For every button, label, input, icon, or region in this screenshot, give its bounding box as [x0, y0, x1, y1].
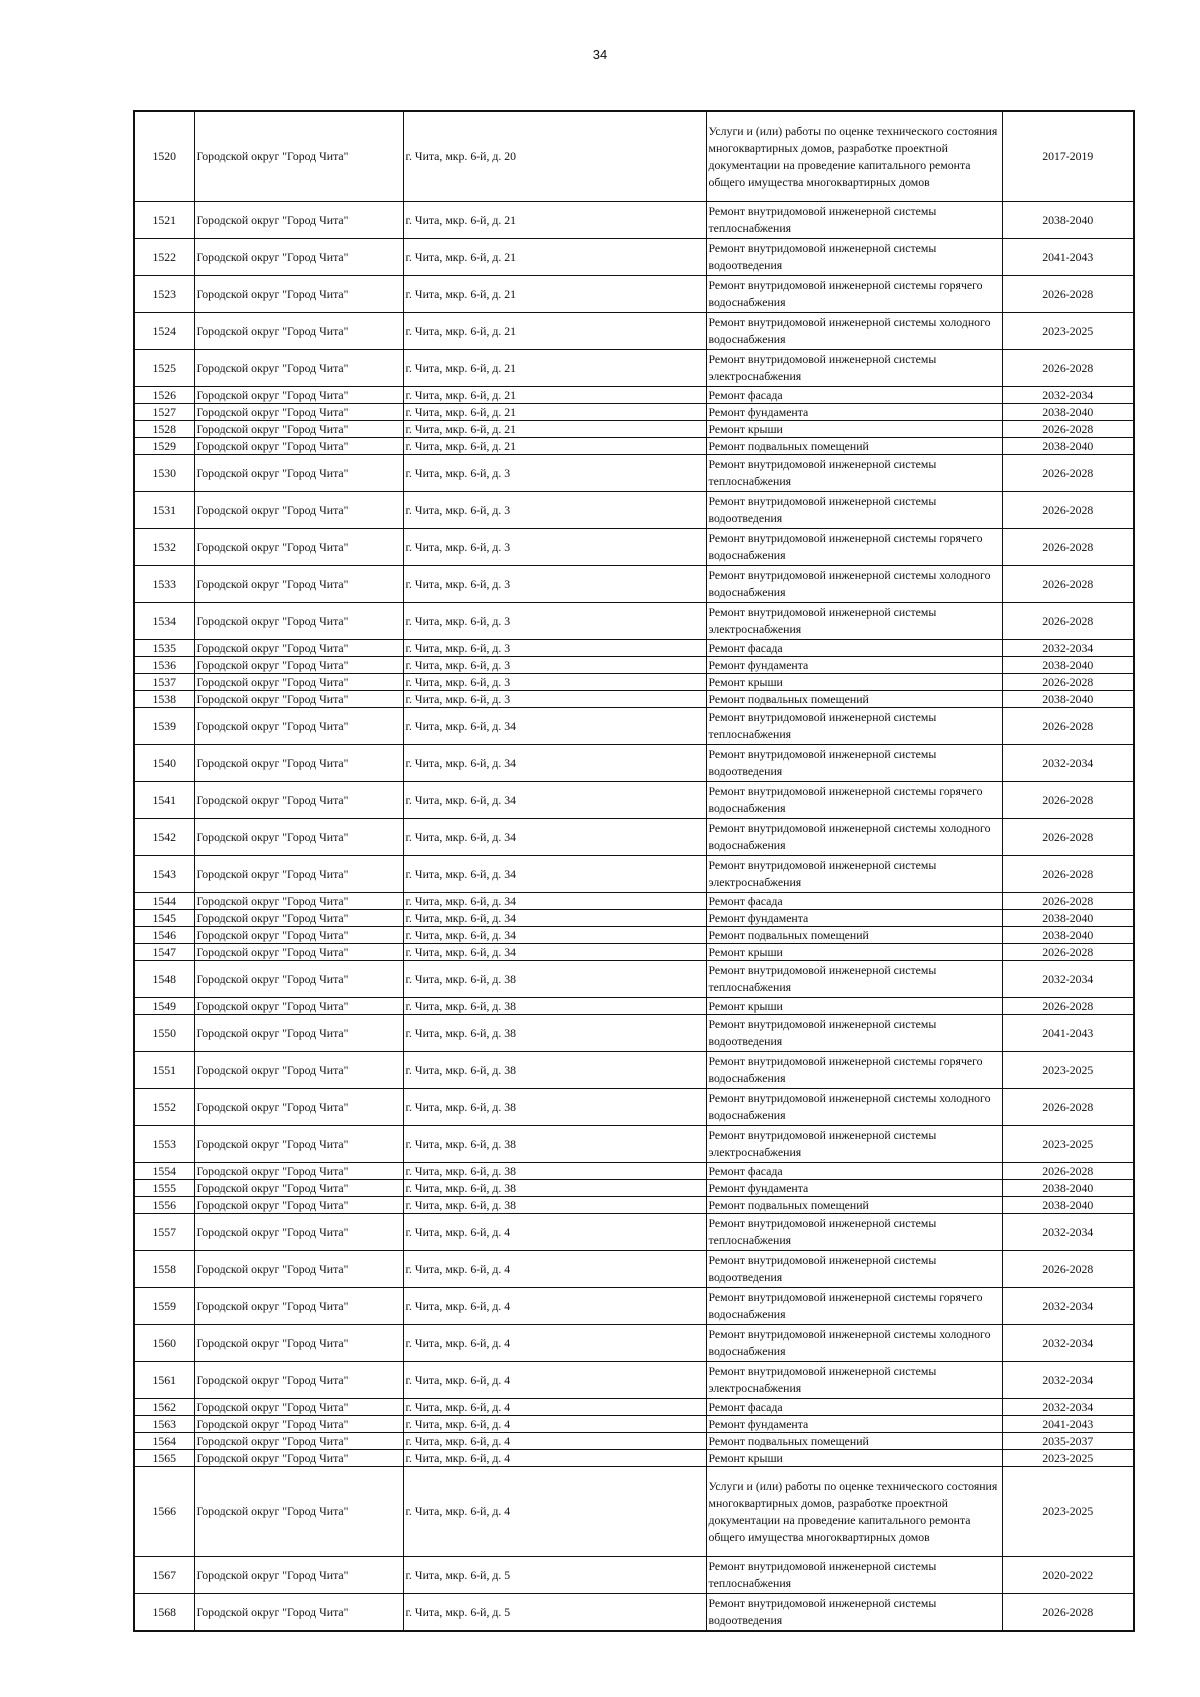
period-cell: 2026-2028 — [1002, 1594, 1134, 1632]
address-cell: г. Чита, мкр. 6-й, д. 21 — [403, 387, 706, 404]
period-cell: 2023-2025 — [1002, 1126, 1134, 1163]
address-cell: г. Чита, мкр. 6-й, д. 21 — [403, 421, 706, 438]
period-cell: 2038-2040 — [1002, 202, 1134, 239]
municipality-cell: Городской округ "Город Чита" — [194, 1325, 403, 1362]
municipality-cell: Городской округ "Город Чита" — [194, 566, 403, 603]
row-number: 1546 — [134, 927, 194, 944]
period-cell: 2026-2028 — [1002, 1251, 1134, 1288]
row-number: 1562 — [134, 1399, 194, 1416]
work-type-cell: Ремонт фундамента — [706, 1180, 1002, 1197]
work-type-cell: Ремонт фундамента — [706, 657, 1002, 674]
work-type-cell: Ремонт внутридомовой инженерной системы водоотведения — [706, 745, 1002, 782]
address-cell: г. Чита, мкр. 6-й, д. 34 — [403, 745, 706, 782]
municipality-cell: Городской округ "Город Чита" — [194, 387, 403, 404]
work-type-cell: Услуги и (или) работы по оценке технического состояния многоквартирных домов, разработке проектной документации на проведение капитального ремонта общего имущества многоквартирных домов — [706, 111, 1002, 202]
period-cell: 2026-2028 — [1002, 529, 1134, 566]
table-row — [134, 529, 1134, 566]
municipality-cell: Городской округ "Город Чита" — [194, 1399, 403, 1416]
table-row — [134, 745, 1134, 782]
address-cell: г. Чита, мкр. 6-й, д. 5 — [403, 1594, 706, 1632]
municipality-cell: Городской округ "Город Чита" — [194, 529, 403, 566]
address-cell: г. Чита, мкр. 6-й, д. 3 — [403, 674, 706, 691]
table-row — [134, 961, 1134, 998]
address-cell: г. Чита, мкр. 6-й, д. 38 — [403, 1052, 706, 1089]
municipality-cell: Городской округ "Город Чита" — [194, 640, 403, 657]
municipality-cell: Городской округ "Город Чита" — [194, 745, 403, 782]
address-cell: г. Чита, мкр. 6-й, д. 38 — [403, 1180, 706, 1197]
row-number: 1543 — [134, 856, 194, 893]
row-number: 1529 — [134, 438, 194, 455]
row-number: 1544 — [134, 893, 194, 910]
period-cell: 2032-2034 — [1002, 1362, 1134, 1399]
row-number: 1559 — [134, 1288, 194, 1325]
municipality-cell: Городской округ "Город Чита" — [194, 202, 403, 239]
period-cell: 2026-2028 — [1002, 998, 1134, 1015]
address-cell: г. Чита, мкр. 6-й, д. 21 — [403, 276, 706, 313]
address-cell: г. Чита, мкр. 6-й, д. 4 — [403, 1251, 706, 1288]
row-number: 1523 — [134, 276, 194, 313]
period-cell: 2026-2028 — [1002, 350, 1134, 387]
municipality-cell: Городской округ "Город Чита" — [194, 691, 403, 708]
municipality-cell: Городской округ "Город Чита" — [194, 1180, 403, 1197]
work-type-cell: Ремонт внутридомовой инженерной системы горячего водоснабжения — [706, 276, 1002, 313]
table-row — [134, 944, 1134, 961]
municipality-cell: Городской округ "Город Чита" — [194, 421, 403, 438]
address-cell: г. Чита, мкр. 6-й, д. 3 — [403, 640, 706, 657]
work-type-cell: Ремонт подвальных помещений — [706, 1197, 1002, 1214]
period-cell: 2041-2043 — [1002, 1416, 1134, 1433]
municipality-cell: Городской округ "Город Чита" — [194, 944, 403, 961]
municipality-cell: Городской округ "Город Чита" — [194, 1015, 403, 1052]
period-cell: 2026-2028 — [1002, 1163, 1134, 1180]
table-row — [134, 492, 1134, 529]
period-cell: 2032-2034 — [1002, 1214, 1134, 1251]
table-row — [134, 455, 1134, 492]
page-number: 34 — [592, 47, 608, 62]
table-row — [134, 404, 1134, 421]
work-type-cell: Ремонт фасада — [706, 1399, 1002, 1416]
address-cell: г. Чита, мкр. 6-й, д. 38 — [403, 1163, 706, 1180]
work-type-cell: Ремонт фундамента — [706, 910, 1002, 927]
period-cell: 2038-2040 — [1002, 1197, 1134, 1214]
work-type-cell: Услуги и (или) работы по оценке технического состояния многоквартирных домов, разработке проектной документации на проведение капитального ремонта общего имущества многоквартирных домов — [706, 1467, 1002, 1557]
address-cell: г. Чита, мкр. 6-й, д. 38 — [403, 961, 706, 998]
municipality-cell: Городской округ "Город Чита" — [194, 1251, 403, 1288]
period-cell: 2041-2043 — [1002, 239, 1134, 276]
period-cell: 2038-2040 — [1002, 910, 1134, 927]
table-row — [134, 1557, 1134, 1594]
municipality-cell: Городской округ "Город Чита" — [194, 1416, 403, 1433]
period-cell: 2026-2028 — [1002, 276, 1134, 313]
row-number: 1534 — [134, 603, 194, 640]
municipality-cell: Городской округ "Город Чита" — [194, 276, 403, 313]
period-cell: 2038-2040 — [1002, 657, 1134, 674]
row-number: 1553 — [134, 1126, 194, 1163]
table-row — [134, 438, 1134, 455]
period-cell: 2032-2034 — [1002, 1325, 1134, 1362]
municipality-cell: Городской округ "Город Чита" — [194, 350, 403, 387]
period-cell: 2023-2025 — [1002, 1450, 1134, 1467]
row-number: 1548 — [134, 961, 194, 998]
table-row — [134, 927, 1134, 944]
row-number: 1535 — [134, 640, 194, 657]
work-type-cell: Ремонт крыши — [706, 421, 1002, 438]
row-number: 1547 — [134, 944, 194, 961]
row-number: 1533 — [134, 566, 194, 603]
work-type-cell: Ремонт внутридомовой инженерной системы водоотведения — [706, 492, 1002, 529]
municipality-cell: Городской округ "Город Чита" — [194, 1362, 403, 1399]
work-type-cell: Ремонт фундамента — [706, 404, 1002, 421]
address-cell: г. Чита, мкр. 6-й, д. 21 — [403, 404, 706, 421]
municipality-cell: Городской округ "Город Чита" — [194, 708, 403, 745]
address-cell: г. Чита, мкр. 6-й, д. 34 — [403, 708, 706, 745]
period-cell: 2026-2028 — [1002, 782, 1134, 819]
row-number: 1522 — [134, 239, 194, 276]
work-type-cell: Ремонт внутридомовой инженерной системы холодного водоснабжения — [706, 1325, 1002, 1362]
municipality-cell: Городской округ "Город Чита" — [194, 1557, 403, 1594]
municipality-cell: Городской округ "Город Чита" — [194, 782, 403, 819]
address-cell: г. Чита, мкр. 6-й, д. 38 — [403, 1015, 706, 1052]
table-row — [134, 1251, 1134, 1288]
row-number: 1525 — [134, 350, 194, 387]
period-cell: 2035-2037 — [1002, 1433, 1134, 1450]
period-cell: 2038-2040 — [1002, 1180, 1134, 1197]
work-type-cell: Ремонт внутридомовой инженерной системы холодного водоснабжения — [706, 566, 1002, 603]
municipality-cell: Городской округ "Город Чита" — [194, 1126, 403, 1163]
period-cell: 2023-2025 — [1002, 313, 1134, 350]
period-cell: 2026-2028 — [1002, 1089, 1134, 1126]
municipality-cell: Городской округ "Город Чита" — [194, 819, 403, 856]
work-type-cell: Ремонт внутридомовой инженерной системы водоотведения — [706, 1015, 1002, 1052]
work-type-cell: Ремонт внутридомовой инженерной системы водоотведения — [706, 239, 1002, 276]
address-cell: г. Чита, мкр. 6-й, д. 21 — [403, 239, 706, 276]
work-type-cell: Ремонт внутридомовой инженерной системы электроснабжения — [706, 856, 1002, 893]
municipality-cell: Городской округ "Город Чита" — [194, 910, 403, 927]
row-number: 1520 — [134, 111, 194, 202]
period-cell: 2032-2034 — [1002, 1288, 1134, 1325]
municipality-cell: Городской округ "Город Чита" — [194, 998, 403, 1015]
table-row — [134, 640, 1134, 657]
work-type-cell: Ремонт подвальных помещений — [706, 438, 1002, 455]
row-number: 1528 — [134, 421, 194, 438]
period-cell: 2026-2028 — [1002, 421, 1134, 438]
table-row — [134, 782, 1134, 819]
work-type-cell: Ремонт внутридомовой инженерной системы теплоснабжения — [706, 202, 1002, 239]
period-cell: 2026-2028 — [1002, 674, 1134, 691]
municipality-cell: Городской округ "Город Чита" — [194, 961, 403, 998]
period-cell: 2026-2028 — [1002, 566, 1134, 603]
work-type-cell: Ремонт внутридомовой инженерной системы холодного водоснабжения — [706, 313, 1002, 350]
table-row — [134, 1052, 1134, 1089]
address-cell: г. Чита, мкр. 6-й, д. 4 — [403, 1416, 706, 1433]
table-row — [134, 819, 1134, 856]
period-cell: 2032-2034 — [1002, 640, 1134, 657]
row-number: 1558 — [134, 1251, 194, 1288]
period-cell: 2032-2034 — [1002, 387, 1134, 404]
address-cell: г. Чита, мкр. 6-й, д. 21 — [403, 350, 706, 387]
table-row — [134, 1433, 1134, 1450]
address-cell: г. Чита, мкр. 6-й, д. 34 — [403, 944, 706, 961]
table-row — [134, 1288, 1134, 1325]
row-number: 1549 — [134, 998, 194, 1015]
table-row — [134, 893, 1134, 910]
table-row — [134, 1163, 1134, 1180]
row-number: 1568 — [134, 1594, 194, 1632]
table-row — [134, 1197, 1134, 1214]
row-number: 1524 — [134, 313, 194, 350]
municipality-cell: Городской округ "Город Чита" — [194, 1214, 403, 1251]
table-row — [134, 350, 1134, 387]
address-cell: г. Чита, мкр. 6-й, д. 38 — [403, 1089, 706, 1126]
municipality-cell: Городской округ "Город Чита" — [194, 1450, 403, 1467]
row-number: 1555 — [134, 1180, 194, 1197]
table-row — [134, 387, 1134, 404]
work-type-cell: Ремонт фасада — [706, 893, 1002, 910]
address-cell: г. Чита, мкр. 6-й, д. 38 — [403, 1197, 706, 1214]
period-cell: 2038-2040 — [1002, 404, 1134, 421]
work-type-cell: Ремонт внутридомовой инженерной системы электроснабжения — [706, 350, 1002, 387]
work-type-cell: Ремонт внутридомовой инженерной системы теплоснабжения — [706, 1557, 1002, 1594]
address-cell: г. Чита, мкр. 6-й, д. 3 — [403, 492, 706, 529]
address-cell: г. Чита, мкр. 6-й, д. 34 — [403, 910, 706, 927]
period-cell: 2026-2028 — [1002, 708, 1134, 745]
row-number: 1567 — [134, 1557, 194, 1594]
municipality-cell: Городской округ "Город Чита" — [194, 1594, 403, 1632]
address-cell: г. Чита, мкр. 6-й, д. 34 — [403, 856, 706, 893]
municipality-cell: Городской округ "Город Чита" — [194, 404, 403, 421]
municipality-cell: Городской округ "Город Чита" — [194, 1197, 403, 1214]
municipality-cell: Городской округ "Город Чита" — [194, 438, 403, 455]
row-number: 1561 — [134, 1362, 194, 1399]
table-row — [134, 708, 1134, 745]
period-cell: 2032-2034 — [1002, 745, 1134, 782]
municipality-cell: Городской округ "Город Чита" — [194, 893, 403, 910]
table-row — [134, 111, 1134, 202]
work-type-cell: Ремонт фасада — [706, 387, 1002, 404]
row-number: 1541 — [134, 782, 194, 819]
address-cell: г. Чита, мкр. 6-й, д. 3 — [403, 691, 706, 708]
municipality-cell: Городской округ "Город Чита" — [194, 1163, 403, 1180]
period-cell: 2026-2028 — [1002, 944, 1134, 961]
address-cell: г. Чита, мкр. 6-й, д. 5 — [403, 1557, 706, 1594]
table-row — [134, 421, 1134, 438]
address-cell: г. Чита, мкр. 6-й, д. 20 — [403, 111, 706, 202]
period-cell: 2026-2028 — [1002, 455, 1134, 492]
municipality-cell: Городской округ "Город Чита" — [194, 492, 403, 529]
work-type-cell: Ремонт фасада — [706, 1163, 1002, 1180]
row-number: 1564 — [134, 1433, 194, 1450]
period-cell: 2032-2034 — [1002, 961, 1134, 998]
row-number: 1537 — [134, 674, 194, 691]
address-cell: г. Чита, мкр. 6-й, д. 4 — [403, 1325, 706, 1362]
table-row — [134, 674, 1134, 691]
row-number: 1563 — [134, 1416, 194, 1433]
table-row — [134, 313, 1134, 350]
work-type-cell: Ремонт внутридомовой инженерной системы теплоснабжения — [706, 708, 1002, 745]
municipality-cell: Городской округ "Город Чита" — [194, 111, 403, 202]
address-cell: г. Чита, мкр. 6-й, д. 3 — [403, 529, 706, 566]
table-row — [134, 910, 1134, 927]
municipality-cell: Городской округ "Город Чита" — [194, 239, 403, 276]
period-cell: 2026-2028 — [1002, 893, 1134, 910]
row-number: 1526 — [134, 387, 194, 404]
work-type-cell: Ремонт внутридомовой инженерной системы водоотведения — [706, 1594, 1002, 1632]
row-number: 1536 — [134, 657, 194, 674]
row-number: 1539 — [134, 708, 194, 745]
address-cell: г. Чита, мкр. 6-й, д. 4 — [403, 1214, 706, 1251]
address-cell: г. Чита, мкр. 6-й, д. 4 — [403, 1399, 706, 1416]
municipality-cell: Городской округ "Город Чита" — [194, 1288, 403, 1325]
period-cell: 2023-2025 — [1002, 1052, 1134, 1089]
period-cell: 2041-2043 — [1002, 1015, 1134, 1052]
period-cell: 2038-2040 — [1002, 438, 1134, 455]
period-cell: 2026-2028 — [1002, 819, 1134, 856]
municipality-cell: Городской округ "Город Чита" — [194, 313, 403, 350]
table-row — [134, 998, 1134, 1015]
work-type-cell: Ремонт внутридомовой инженерной системы электроснабжения — [706, 603, 1002, 640]
period-cell: 2032-2034 — [1002, 1399, 1134, 1416]
row-number: 1565 — [134, 1450, 194, 1467]
table-row — [134, 566, 1134, 603]
period-cell: 2026-2028 — [1002, 492, 1134, 529]
work-type-cell: Ремонт внутридомовой инженерной системы теплоснабжения — [706, 455, 1002, 492]
row-number: 1551 — [134, 1052, 194, 1089]
municipality-cell: Городской округ "Город Чита" — [194, 1089, 403, 1126]
address-cell: г. Чита, мкр. 6-й, д. 34 — [403, 893, 706, 910]
work-type-cell: Ремонт внутридомовой инженерной системы холодного водоснабжения — [706, 819, 1002, 856]
municipality-cell: Городской округ "Город Чита" — [194, 674, 403, 691]
row-number: 1532 — [134, 529, 194, 566]
work-type-cell: Ремонт фундамента — [706, 1416, 1002, 1433]
address-cell: г. Чита, мкр. 6-й, д. 3 — [403, 566, 706, 603]
period-cell: 2020-2022 — [1002, 1557, 1134, 1594]
period-cell: 2023-2025 — [1002, 1467, 1134, 1557]
row-number: 1530 — [134, 455, 194, 492]
table-row — [134, 239, 1134, 276]
address-cell: г. Чита, мкр. 6-й, д. 34 — [403, 927, 706, 944]
municipality-cell: Городской округ "Город Чита" — [194, 1467, 403, 1557]
work-type-cell: Ремонт подвальных помещений — [706, 1433, 1002, 1450]
table-row — [134, 1467, 1134, 1557]
municipality-cell: Городской округ "Город Чита" — [194, 1433, 403, 1450]
municipality-cell: Городской округ "Город Чита" — [194, 657, 403, 674]
address-cell: г. Чита, мкр. 6-й, д. 34 — [403, 819, 706, 856]
table-row — [134, 1450, 1134, 1467]
row-number: 1556 — [134, 1197, 194, 1214]
municipality-cell: Городской округ "Город Чита" — [194, 927, 403, 944]
municipality-cell: Городской округ "Город Чита" — [194, 603, 403, 640]
address-cell: г. Чита, мкр. 6-й, д. 4 — [403, 1288, 706, 1325]
work-type-cell: Ремонт внутридомовой инженерной системы холодного водоснабжения — [706, 1089, 1002, 1126]
municipality-cell: Городской округ "Город Чита" — [194, 1052, 403, 1089]
table-row — [134, 657, 1134, 674]
address-cell: г. Чита, мкр. 6-й, д. 38 — [403, 1126, 706, 1163]
address-cell: г. Чита, мкр. 6-й, д. 3 — [403, 455, 706, 492]
row-number: 1545 — [134, 910, 194, 927]
table-row — [134, 1325, 1134, 1362]
work-type-cell: Ремонт подвальных помещений — [706, 927, 1002, 944]
municipality-cell: Городской округ "Город Чита" — [194, 856, 403, 893]
row-number: 1538 — [134, 691, 194, 708]
work-type-cell: Ремонт внутридомовой инженерной системы горячего водоснабжения — [706, 782, 1002, 819]
row-number: 1531 — [134, 492, 194, 529]
table-row — [134, 1214, 1134, 1251]
work-type-cell: Ремонт крыши — [706, 674, 1002, 691]
address-cell: г. Чита, мкр. 6-й, д. 4 — [403, 1467, 706, 1557]
table-row — [134, 1180, 1134, 1197]
address-cell: г. Чита, мкр. 6-й, д. 21 — [403, 313, 706, 350]
work-type-cell: Ремонт внутридомовой инженерной системы водоотведения — [706, 1251, 1002, 1288]
row-number: 1542 — [134, 819, 194, 856]
table-row — [134, 276, 1134, 313]
table-row — [134, 856, 1134, 893]
work-type-cell: Ремонт подвальных помещений — [706, 691, 1002, 708]
work-type-cell: Ремонт внутридомовой инженерной системы электроснабжения — [706, 1126, 1002, 1163]
row-number: 1566 — [134, 1467, 194, 1557]
work-type-cell: Ремонт внутридомовой инженерной системы теплоснабжения — [706, 1214, 1002, 1251]
table-row — [134, 1416, 1134, 1433]
row-number: 1527 — [134, 404, 194, 421]
work-type-cell: Ремонт крыши — [706, 1450, 1002, 1467]
address-cell: г. Чита, мкр. 6-й, д. 38 — [403, 998, 706, 1015]
address-cell: г. Чита, мкр. 6-й, д. 3 — [403, 657, 706, 674]
period-cell: 2038-2040 — [1002, 691, 1134, 708]
address-cell: г. Чита, мкр. 6-й, д. 21 — [403, 438, 706, 455]
address-cell: г. Чита, мкр. 6-й, д. 4 — [403, 1450, 706, 1467]
table-row — [134, 691, 1134, 708]
capital-repair-table — [133, 110, 1135, 1632]
row-number: 1560 — [134, 1325, 194, 1362]
address-cell: г. Чита, мкр. 6-й, д. 21 — [403, 202, 706, 239]
work-type-cell: Ремонт фасада — [706, 640, 1002, 657]
table-row — [134, 1362, 1134, 1399]
period-cell: 2038-2040 — [1002, 927, 1134, 944]
table-row — [134, 202, 1134, 239]
table-row — [134, 603, 1134, 640]
period-cell: 2017-2019 — [1002, 111, 1134, 202]
work-type-cell: Ремонт внутридомовой инженерной системы горячего водоснабжения — [706, 1288, 1002, 1325]
row-number: 1550 — [134, 1015, 194, 1052]
work-type-cell: Ремонт внутридомовой инженерной системы горячего водоснабжения — [706, 1052, 1002, 1089]
address-cell: г. Чита, мкр. 6-й, д. 3 — [403, 603, 706, 640]
table-row — [134, 1089, 1134, 1126]
address-cell: г. Чита, мкр. 6-й, д. 34 — [403, 782, 706, 819]
table-body — [134, 111, 1134, 1631]
municipality-cell: Городской округ "Город Чита" — [194, 455, 403, 492]
table-row — [134, 1015, 1134, 1052]
row-number: 1521 — [134, 202, 194, 239]
table-row — [134, 1594, 1134, 1632]
row-number: 1554 — [134, 1163, 194, 1180]
period-cell: 2026-2028 — [1002, 856, 1134, 893]
row-number: 1557 — [134, 1214, 194, 1251]
period-cell: 2026-2028 — [1002, 603, 1134, 640]
address-cell: г. Чита, мкр. 6-й, д. 4 — [403, 1433, 706, 1450]
work-type-cell: Ремонт крыши — [706, 998, 1002, 1015]
table-row — [134, 1399, 1134, 1416]
table-row — [134, 1126, 1134, 1163]
work-type-cell: Ремонт крыши — [706, 944, 1002, 961]
work-type-cell: Ремонт внутридомовой инженерной системы горячего водоснабжения — [706, 529, 1002, 566]
row-number: 1552 — [134, 1089, 194, 1126]
work-type-cell: Ремонт внутридомовой инженерной системы электроснабжения — [706, 1362, 1002, 1399]
row-number: 1540 — [134, 745, 194, 782]
work-type-cell: Ремонт внутридомовой инженерной системы теплоснабжения — [706, 961, 1002, 998]
address-cell: г. Чита, мкр. 6-й, д. 4 — [403, 1362, 706, 1399]
